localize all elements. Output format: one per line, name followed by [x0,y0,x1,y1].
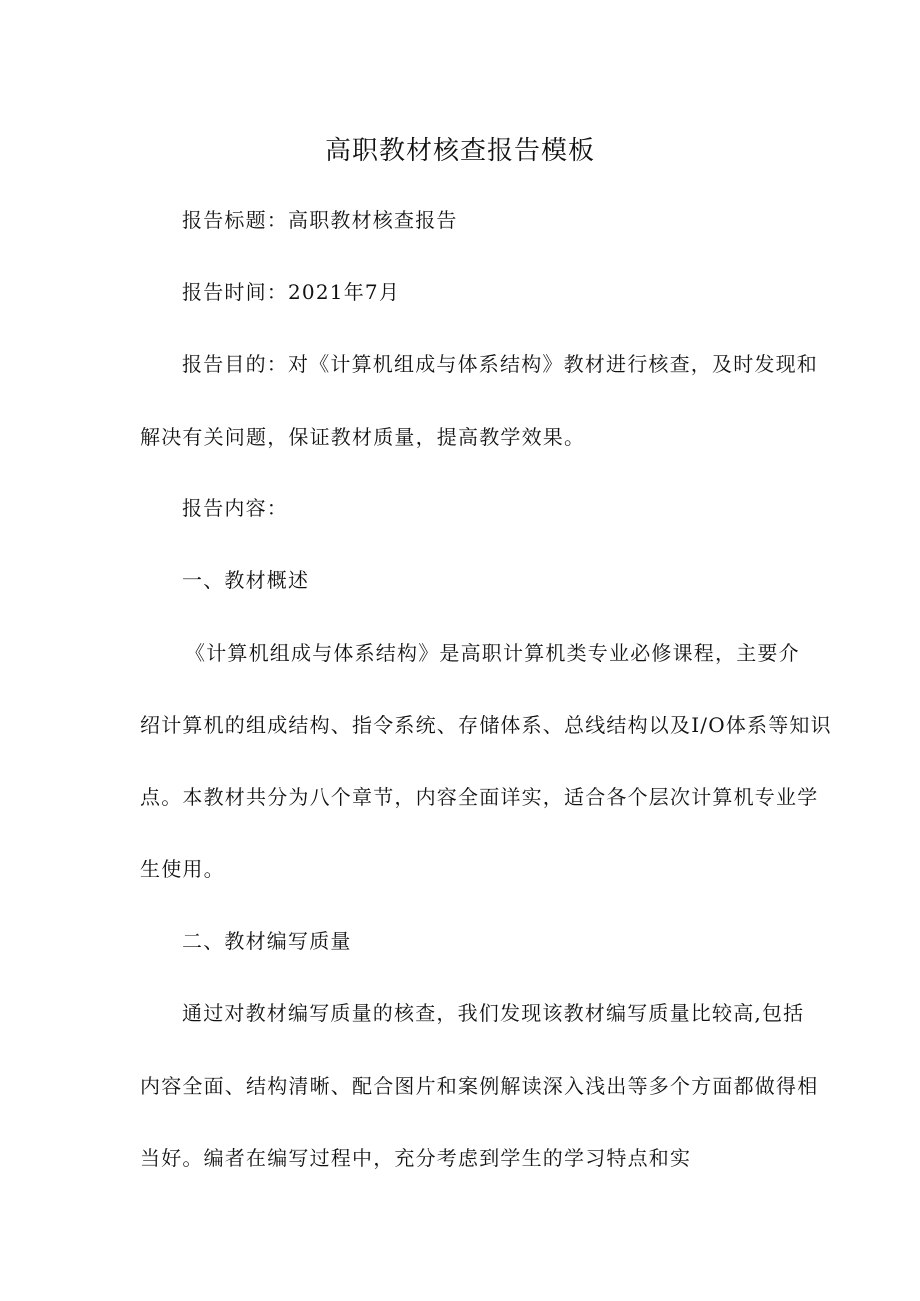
report-purpose-line-1: 报告目的：对《计算机组成与体系结构》教材进行核查，及时发现和 [182,352,818,376]
document-title: 高职教材核查报告模板 [324,136,595,166]
quality-paragraph-line-1: 通过对教材编写质量的核查，我们发现该教材编写质量比较高,包括 [182,1001,805,1025]
report-title-line: 报告标题：高职教材核查报告 [182,208,458,232]
quality-paragraph-line-2: 内容全面、结构清晰、配合图片和案例解读深入浅出等多个方面都做得相 [140,1074,819,1098]
report-time-line: 报告时间：2021年7月 [182,280,401,304]
report-purpose-line-2: 解决有关问题，保证教材质量，提高教学效果。 [140,425,586,449]
section-one-heading: 一、教材概述 [182,568,310,592]
quality-paragraph-line-3: 当好。编者在编写过程中，充分考虑到学生的学习特点和实 [140,1146,692,1170]
section-two-heading: 二、教材编写质量 [182,929,352,953]
overview-paragraph-line-1: 《计算机组成与体系结构》是高职计算机类专业必修课程，主要介 [185,641,800,665]
overview-paragraph-line-4: 生使用。 [140,857,225,881]
overview-paragraph-line-3: 点。本教材共分为八个章节，内容全面详实，适合各个层次计算机专业学 [140,785,819,809]
overview-paragraph-line-2: 绍计算机的组成结构、指令系统、存储体系、总线结构以及I/O体系等知识 [140,713,832,737]
report-content-heading: 报告内容： [182,496,288,520]
